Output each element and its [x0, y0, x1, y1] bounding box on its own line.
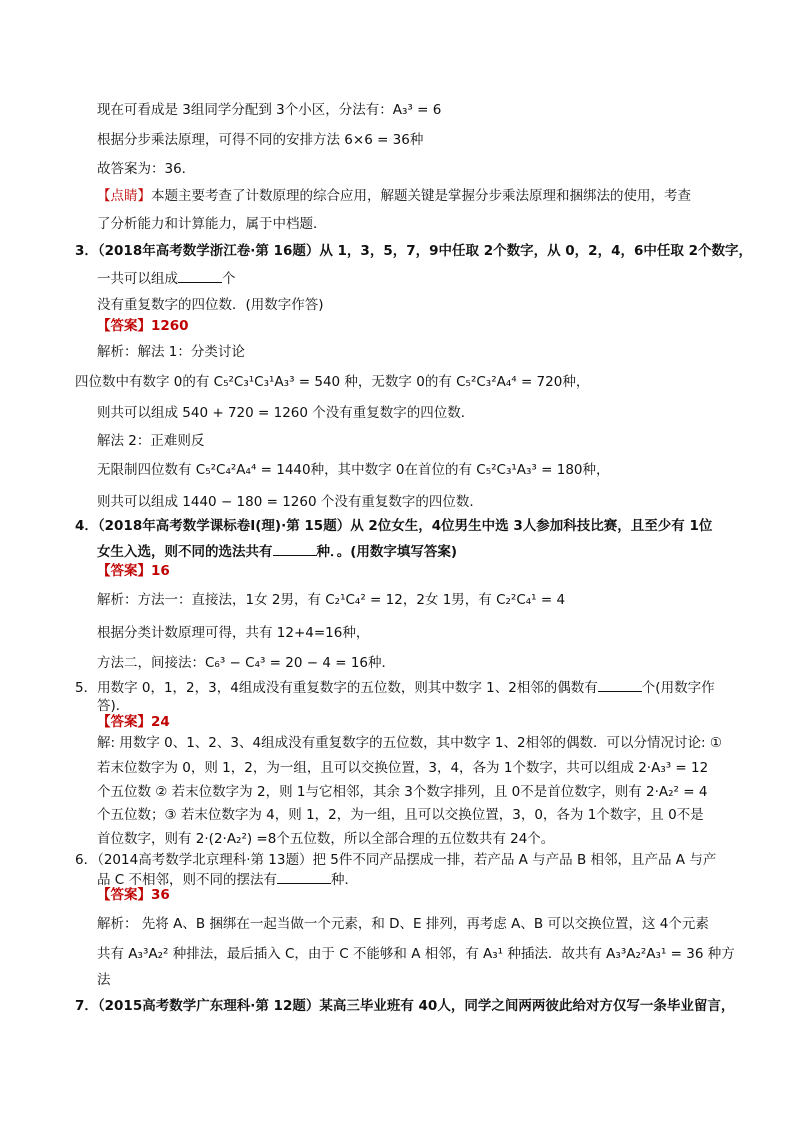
question-text: 种． [331, 872, 359, 888]
answer-blank [273, 541, 317, 556]
question-text: 品 C 不相邻，则不同的摆法有 [97, 872, 278, 888]
question-text: 女生入选，则不同的选法共有 [97, 544, 273, 560]
solution-line: 根据分步乘法原理，可得不同的安排方法 6×6 = 36种 [97, 132, 424, 148]
answer-label: 【答案】36 [97, 887, 170, 903]
solution-line: 四位数中有数字 0的有 C₅²C₃¹C₃¹A₃³ = 540 种，无数字 0的有 C₅²C₃²A₄⁴ = 720种， [75, 374, 590, 390]
solution-line: 方法二，间接法：C₆³ − C₄³ = 20 − 4 = 16种． [97, 655, 396, 671]
solution-line: 首位数字，则有 2·(2·A₂²) =8个五位数，所以全部合理的五位数共有 24个。 [97, 831, 555, 847]
solution-line: 个五位数；③ 若末位数字为 4，则 1，2，为一组，且可以交换位置，3，0，各为 1个数字，且 0不是 [97, 807, 704, 823]
solution-line: 法 [97, 972, 111, 988]
solution-line: 若末位数字为 0，则 1，2，为一组，且可以交换位置，3，4，各为 1个数字，共可以组成 2·A₃³ = 12 [97, 760, 709, 776]
answer-label: 【答案】24 [97, 714, 170, 730]
solution-line: 解析：方法一：直接法，1女 2男，有 C₂¹C₄² = 12，2女 1男，有 C₂²C₄¹ = 4 [97, 592, 566, 608]
remark-tag: 【点睛】 [97, 188, 151, 204]
solution-line: 解析： 先将 A、B 捆绑在一起当做一个元素，和 D、E 排列，再考虑 A、B 可以交换位置，这 4个元素 [97, 916, 709, 932]
solution-line: 现在可看成是 3组同学分配到 3个小区，分法有：A₃³ = 6 [97, 102, 442, 118]
solution-line: 解析：解法 1：分类讨论 [97, 344, 245, 360]
answer-label: 【答案】16 [97, 563, 170, 579]
solution-line: 根据分类计数原理可得，共有 12+4=16种， [97, 625, 370, 641]
question-4-title: 4．（2018年高考数学课标卷Ⅰ(理)·第 15题）从 2位女生，4位男生中选 3人参加科技比赛，且至少有 1位 [75, 518, 713, 534]
question-5-line: 答)． [97, 698, 130, 714]
question-3-line: 没有重复数字的四位数．(用数字作答) [97, 297, 324, 313]
answer-blank [178, 268, 222, 283]
remark-line: 了分析能力和计算能力，属于中档题． [97, 216, 327, 232]
solution-line: 无限制四位数有 C₅²C₄²A₄⁴ = 1440种，其中数字 0在首位的有 C₅²C₃¹A₃³ = 180种， [97, 462, 610, 478]
question-5-title [75, 677, 715, 698]
remark-line [97, 186, 691, 206]
question-3-line [97, 268, 236, 289]
question-text: 个(用数字作 [641, 680, 715, 696]
question-6-title: 6．（2014高考数学北京理科·第 13题）把 5件不同产品摆成一排，若产品 A 与产品 B 相邻，且产品 A 与产 [75, 852, 717, 868]
question-text: 个 [222, 271, 236, 287]
solution-line: 解: 用数字 0、1、2、3、4组成没有重复数字的五位数，其中数字 1、2相邻的偶数．可以分情况讨论: ① [97, 735, 722, 751]
answer-label: 【答案】1260 [97, 318, 189, 334]
question-text: 种．。(用数字填写答案) [316, 544, 458, 560]
answer-blank [277, 869, 331, 884]
solution-line: 故答案为：36． [97, 161, 196, 177]
solution-line: 则共可以组成 540 + 720 = 1260 个没有重复数字的四位数． [97, 405, 475, 421]
question-7-title: 7．（2015高考数学广东理科·第 12题）某高三毕业班有 40人，同学之间两两彼此给对方仅写一条毕业留言， [75, 998, 735, 1014]
solution-line: 个五位数 ② 若末位数字为 2，则 1与它相邻，其余 3个数字排列，且 0不是首位数字，则有 2·A₂² = 4 [97, 784, 708, 800]
question-text: 5．用数字 0，1，2，3，4组成没有重复数字的五位数，则其中数字 1、2相邻的偶数有 [75, 680, 598, 696]
answer-blank [598, 677, 642, 692]
question-3-title: 3．（2018年高考数学浙江卷·第 16题）从 1，3，5，7，9中任取 2个数字，从 0，2，4，6中任取 2个数字， [75, 243, 752, 259]
remark-text: 本题主要考查了计数原理的综合应用，解题关键是掌握分步乘法原理和捆绑法的使用，考查 [151, 188, 691, 204]
solution-line: 则共可以组成 1440 − 180 = 1260 个没有重复数字的四位数． [97, 494, 483, 510]
solution-line: 解法 2：正难则反 [97, 433, 205, 449]
question-4-line [97, 541, 457, 562]
solution-line: 共有 A₃³A₂² 种排法，最后插入 C，由于 C 不能够和 A 相邻，有 A₃¹ 种插法．故共有 A₃³A₂²A₃¹ = 36 种方 [97, 946, 735, 962]
question-text: 一共可以组成 [97, 271, 178, 287]
